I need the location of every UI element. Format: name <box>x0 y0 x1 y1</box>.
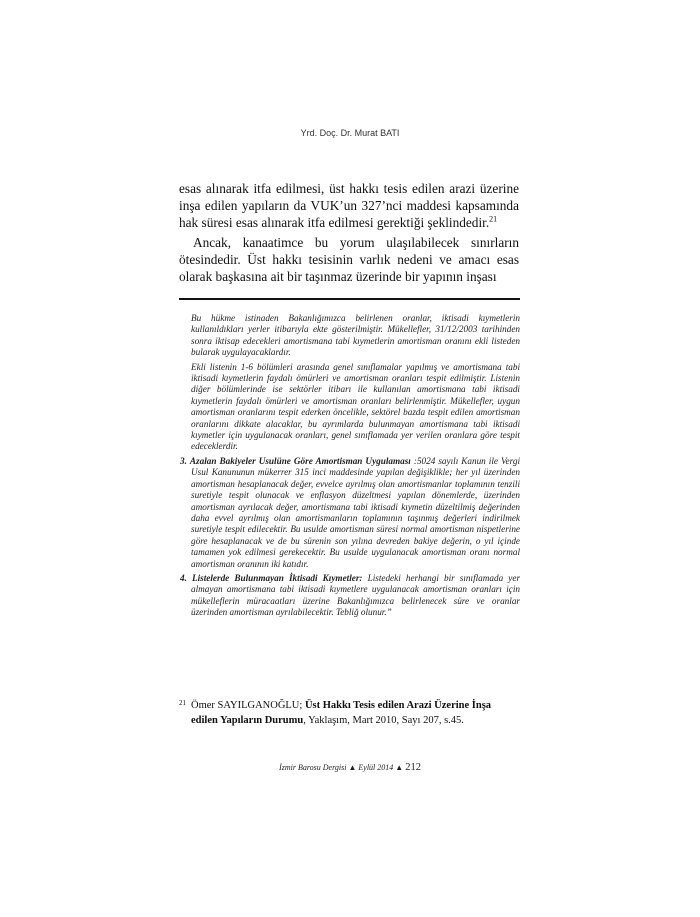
footnote-details: , Yaklaşım, Mart 2010, Sayı 207, s.45. <box>303 715 464 726</box>
running-header: Yrd. Doç. Dr. Murat BATI <box>300 128 400 138</box>
footnote-author: Ömer SAYILGANOĞLU; <box>191 700 303 711</box>
note-paragraph-a: Bu hükme istinaden Bakanlığımızca belirlenen oranlar, iktisadi kıymetlerin kullanıldıkları yerler itibarıyla ekte gösterilmiştir. Mükellefler, 31/12/2003 tarihinden sonra iktisap edecekleri amortismana tabi kıymetlerin amortisman oranını ekli listeden bularak uygulayacaklardır. <box>191 313 520 358</box>
item-4-number: 4. <box>180 572 187 583</box>
footnote-reference-21[interactable]: 21 <box>489 214 498 224</box>
item-3-text: :5024 sayılı Kanun ile Vergi Usul Kanununun mükerrer 315 inci maddesinde yapılan değişiklikle; her yıl üzerinden amortisman hesaplanacak değer, evvelce ayrılmış olan amortismanlar toplamının tenzili suretiyle tespit olunacak ve enflasyon düzeltmesi yapılan dönemlerde, üzerinden amortisman ayrılacak değer, amortismana tabi iktisadi kıymetin düzeltilmiş değerinden daha evvel ayrılmış olan amortismanların toplamının taşınmış değerleri indirilmek suretiyle tespit edilecektir. Bu usulde amortisman süresi normal amortisman nispetlerine göre hesaplanacak ve de bu sürenin son yılına devreden bakiye değerin, o yıl içinde tamamen yok edilmesi gerekecektir. Bu usulde uygulanacak amortisman oranı normal amortisman oranının iki katıdır. <box>191 455 521 569</box>
footnote-title: Üst Hakkı Tesis edilen Arazi Üzerine İnşa edilen Yapıların Durumu <box>191 700 492 726</box>
journal-name: İzmir Barosu Dergisi ▲ Eylül 2014 ▲ <box>279 763 404 772</box>
item-3-title: Azalan Bakiyeler Usulüne Göre Amortisman Uygulaması <box>189 455 411 466</box>
item-4-title: Listelerde Bulunmayan İktisadi Kıymetler: <box>192 572 363 583</box>
body-paragraph-2: Ancak, kanaatimce bu yorum ulaşılabilecek sınırların ötesindedir. Üst hakkı tesisinin varlık nedeni ve amacı esas olarak başkasına ait bir taşınmaz üzerinde bir yapının inşası <box>179 235 519 284</box>
page-number: 212 <box>405 762 421 773</box>
paragraph-1-text: esas alınarak itfa edilmesi, üst hakkı tesis edilen arazi üzerine inşa edilen yapıların da VUK’un 327’nci maddesi kapsamında hak süresi esas alınarak itfa edilmesi gerektiği şeklindedir. <box>179 181 519 230</box>
item-3-number: 3. <box>180 455 187 466</box>
page-footer <box>0 762 700 773</box>
body-paragraph-1 <box>179 180 519 231</box>
footnote-21 <box>179 698 520 728</box>
note-paragraph-b: Ekli listenin 1-6 bölümleri arasında genel sınıflamalar yapılmış ve amortismana tabi iktisadi kıymetlerin faydalı ömürleri ve amortisman oranları tespit edilmiştir. Listenin diğer bölümlerinde ise sektörler itibarı ile kullanılan amortismana tabi iktisadi kıymetlerin faydalı ömürleri ve amortisman oranları belirlenmiştir. Mükellefler, uygun amortisman oranlarını tespit ederken öncelikle, sektörel bazda tespit edilen amortisman oranlarını dikkate alacaklar, bu ayrımlarda bulunmayan amortismana tabi iktisadi kıymetler için uygulanacak oranları, genel sınıflamada yer verilen oranlara göre tespit edeceklerdir. <box>191 361 520 452</box>
footnote-separator <box>179 298 520 300</box>
footnote-number: 21 <box>179 699 186 707</box>
footnote-quote-block <box>179 313 520 622</box>
note-item-3 <box>179 456 520 570</box>
item-4-text: Listedeki herhangi bir sınıflamada yer almayan amortismana tabi iktisadi kıymetlere uygulanacak amortisman oranları için mükelleflerin müracaatları üzerine Bakanlığımızca belirlenecek süre ve oranlar üzerinden amortisman ayrılabilecektir. Tebliğ olunur.” <box>191 572 521 618</box>
note-item-4 <box>179 573 520 619</box>
